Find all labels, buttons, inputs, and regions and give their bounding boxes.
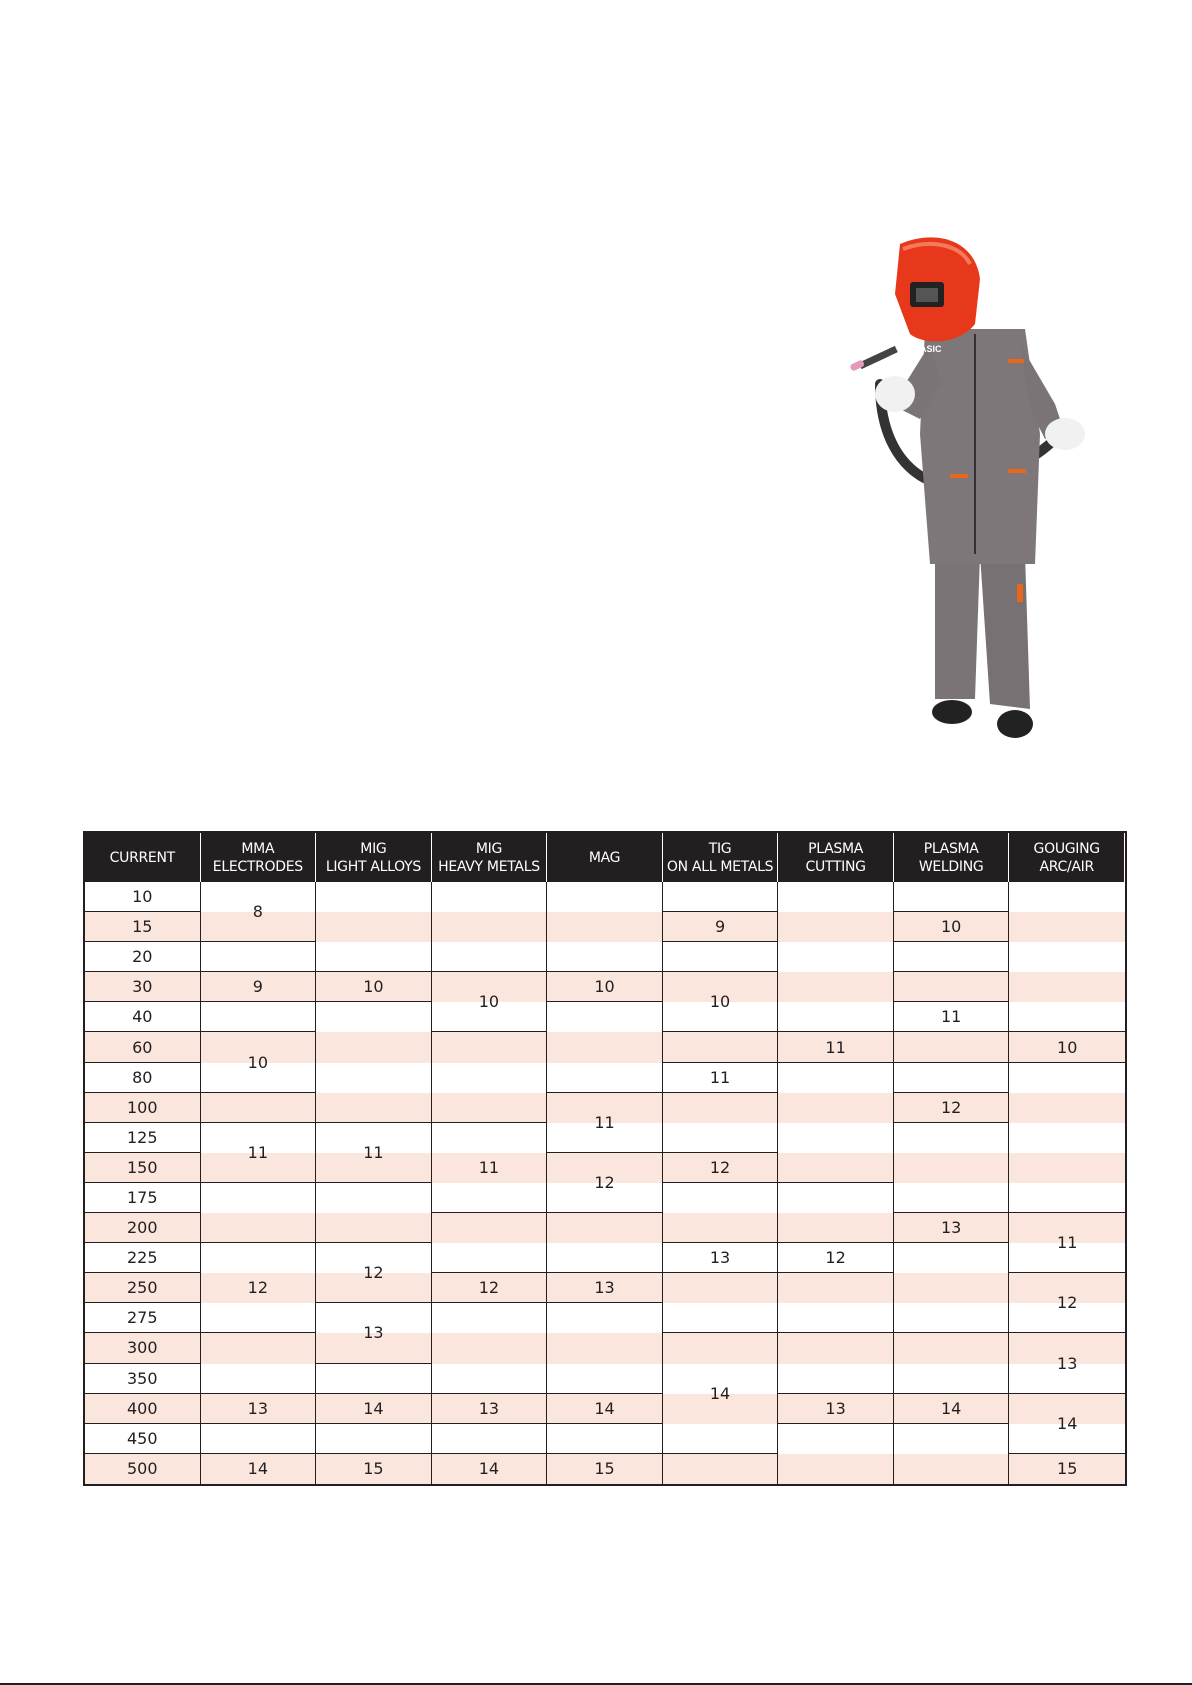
table-header-cell: PLASMA WELDING [894, 833, 1010, 882]
shade-cell: 11 [432, 1123, 548, 1213]
shade-cell [894, 1063, 1010, 1093]
current-cell: 300 [85, 1333, 201, 1363]
shade-cell [316, 1183, 432, 1243]
shade-cell [201, 1002, 317, 1032]
shade-cell [432, 1032, 548, 1122]
shade-cell [663, 1093, 779, 1153]
current-cell: 200 [85, 1213, 201, 1243]
shade-cell: 11 [201, 1123, 317, 1183]
shade-cell [894, 942, 1010, 972]
current-cell: 150 [85, 1153, 201, 1183]
shade-cell: 13 [778, 1394, 894, 1424]
shade-cell: 13 [663, 1243, 779, 1273]
shade-cell [778, 1063, 894, 1183]
shade-cell: 13 [894, 1213, 1010, 1243]
shade-cell [316, 1364, 432, 1394]
current-cell: 450 [85, 1424, 201, 1454]
shade-cell [547, 1002, 663, 1092]
shade-cell [547, 1303, 663, 1393]
shade-cell [663, 1273, 779, 1333]
current-cell: 10 [85, 882, 201, 912]
shade-cell: 14 [432, 1454, 548, 1484]
shade-cell [894, 1333, 1010, 1393]
shade-cell: 15 [547, 1454, 663, 1484]
shade-cell: 15 [316, 1454, 432, 1484]
shade-cell: 14 [201, 1454, 317, 1484]
shade-cell [663, 882, 779, 912]
shade-cell: 12 [547, 1153, 663, 1213]
shade-cell [778, 1273, 894, 1333]
shade-cell [547, 882, 663, 972]
shade-cell [432, 1303, 548, 1393]
shade-cell [201, 1093, 317, 1123]
shade-cell [778, 1333, 894, 1393]
shade-cell [316, 882, 432, 972]
shade-cell: 14 [547, 1394, 663, 1424]
shade-cell: 11 [316, 1123, 432, 1183]
shade-cell: 13 [201, 1394, 317, 1424]
shade-cell: 9 [663, 912, 779, 942]
table-header-cell: MIG LIGHT ALLOYS [316, 833, 432, 882]
shade-cell: 14 [1009, 1394, 1125, 1454]
shade-cell [778, 1424, 894, 1484]
shade-cell: 12 [432, 1273, 548, 1303]
shade-cell [894, 1032, 1010, 1062]
current-cell: 15 [85, 912, 201, 942]
current-cell: 40 [85, 1002, 201, 1032]
current-cell: 500 [85, 1454, 201, 1484]
shade-cell [432, 1213, 548, 1273]
shade-cell: 13 [316, 1303, 432, 1363]
current-cell: 80 [85, 1063, 201, 1093]
shade-number-table [83, 831, 1127, 1486]
current-cell: 350 [85, 1364, 201, 1394]
table-header-cell: PLASMA CUTTING [778, 833, 894, 882]
shade-cell: 10 [547, 972, 663, 1002]
shade-cell: 8 [201, 882, 317, 942]
current-cell: 100 [85, 1093, 201, 1123]
shade-cell [432, 882, 548, 972]
shade-cell [894, 1123, 1010, 1213]
current-cell: 225 [85, 1243, 201, 1273]
shade-cell [663, 1032, 779, 1062]
current-cell: 20 [85, 942, 201, 972]
shade-cell [432, 1424, 548, 1454]
current-cell: 250 [85, 1273, 201, 1303]
shade-cell: 12 [201, 1243, 317, 1333]
shade-cell: 9 [201, 972, 317, 1002]
shade-cell: 12 [316, 1243, 432, 1303]
shade-cell [663, 942, 779, 972]
shade-cell: 10 [201, 1032, 317, 1092]
shade-cell: 13 [547, 1273, 663, 1303]
table-header-cell: MIG HEAVY METALS [432, 833, 548, 882]
svg-text:JASIC: JASIC [915, 344, 942, 354]
shade-cell: 11 [663, 1063, 779, 1093]
shade-cell: 10 [316, 972, 432, 1002]
shade-cell [1009, 1063, 1125, 1213]
shade-cell [201, 1424, 317, 1454]
table-grid [85, 833, 1125, 1484]
shade-cell: 13 [1009, 1333, 1125, 1393]
shade-cell: 11 [1009, 1213, 1125, 1273]
current-cell: 175 [85, 1183, 201, 1213]
shade-cell [547, 1424, 663, 1454]
shade-cell [663, 1454, 779, 1484]
shade-cell: 15 [1057, 1459, 1078, 1479]
shade-cell [894, 1243, 1010, 1333]
table-header-cell: MAG [547, 833, 663, 882]
shade-cell: 12 [778, 1243, 894, 1273]
current-cell: 60 [85, 1032, 201, 1062]
table-header-cell: TIG ON ALL METALS [663, 833, 779, 882]
welder-figure-image [840, 234, 1140, 774]
table-header-cell: MMA ELECTRODES [201, 833, 317, 882]
shade-cell [201, 1183, 317, 1243]
current-cell: 275 [85, 1303, 201, 1333]
shade-cell: 14 [316, 1394, 432, 1424]
shade-cell [316, 1424, 432, 1454]
shade-cell [894, 1424, 1010, 1484]
shade-cell [778, 882, 894, 1032]
shade-cell: 11 [547, 1093, 663, 1153]
shade-cell: 10 [894, 912, 1010, 942]
shade-cell [1009, 882, 1125, 1032]
shade-cell [201, 942, 317, 972]
shade-cell: 12 [1009, 1273, 1125, 1333]
shade-cell [894, 972, 1010, 1002]
shade-cell: 10 [432, 972, 548, 1032]
current-cell: 125 [85, 1123, 201, 1153]
shade-cell [663, 1183, 779, 1243]
table-header-cell: CURRENT [85, 833, 201, 882]
shade-cell: 12 [663, 1153, 779, 1183]
shade-cell: 11 [894, 1002, 1010, 1032]
shade-cell: 14 [894, 1394, 1010, 1424]
shade-cell [201, 1333, 317, 1393]
current-cell: 400 [85, 1394, 201, 1424]
shade-cell: 10 [1009, 1032, 1125, 1062]
table-header-cell: GOUGING ARC/AIR [1009, 833, 1125, 882]
shade-cell [894, 882, 1010, 912]
shade-cell: 12 [894, 1093, 1010, 1123]
shade-cell: 11 [778, 1032, 894, 1062]
shade-cell: 13 [432, 1394, 548, 1424]
current-cell: 30 [85, 972, 201, 1002]
shade-cell [316, 1002, 432, 1122]
shade-cell [547, 1213, 663, 1273]
shade-cell [778, 1183, 894, 1243]
shade-cell: 10 [663, 972, 779, 1032]
shade-cell: 14 [663, 1333, 779, 1453]
